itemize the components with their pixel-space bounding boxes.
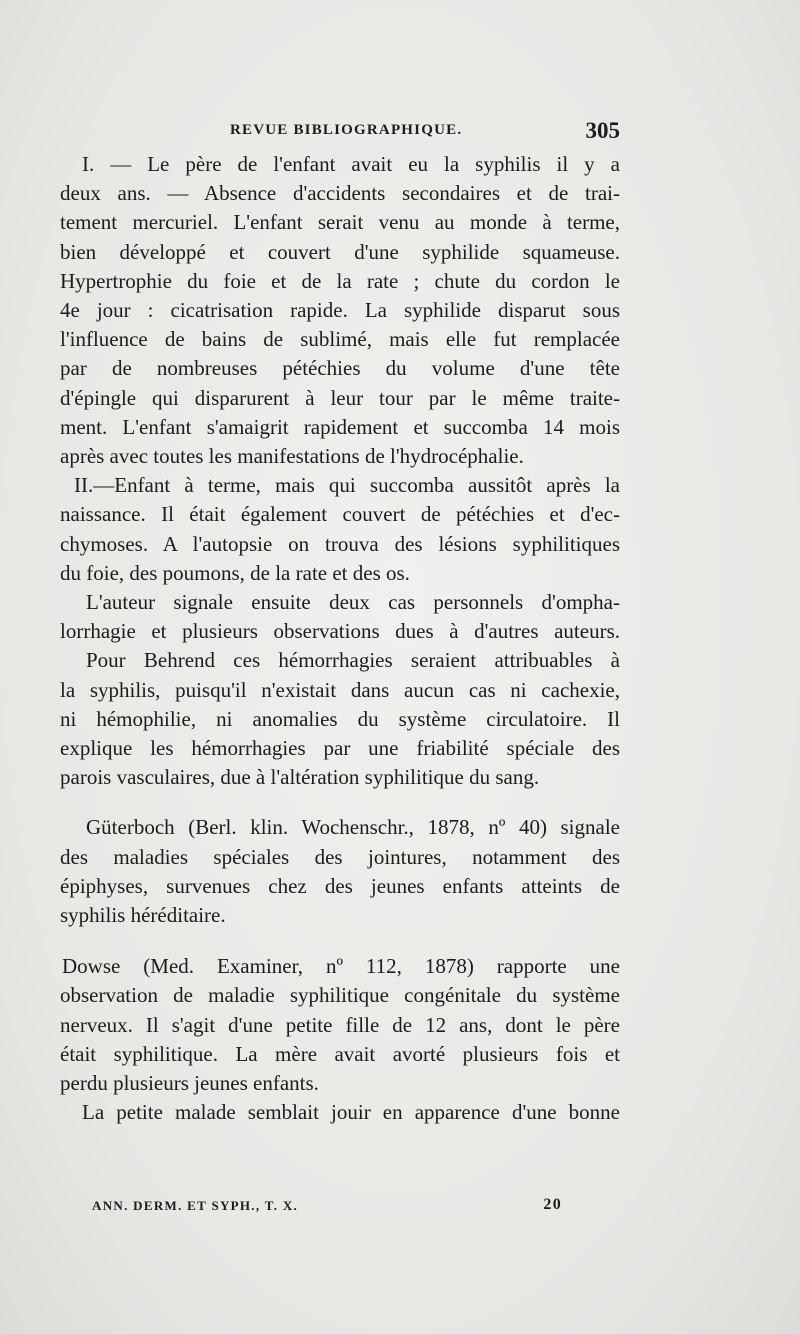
text-line: des maladies spéciales des jointures, notamment des — [60, 844, 620, 869]
paragraph-author-cases — [60, 588, 620, 646]
text-line: L'auteur signale ensuite deux cas personnels d'ompha- — [86, 590, 620, 615]
text-line: deux ans. — Absence d'accidents secondaires et de trai- — [60, 181, 620, 206]
text-line: d'épingle qui disparurent à leur tour par le même traite- — [60, 385, 620, 410]
text-line: l'influence de bains de sublimé, mais elle fut remplacée — [60, 327, 620, 352]
text-line: la syphilis, puisqu'il n'existait dans aucun cas ni cachexie, — [60, 677, 620, 702]
text-line: Pour Behrend ces hémorrhagies seraient attribuables à — [86, 648, 620, 673]
text-line: I. — Le père de l'enfant avait eu la syphilis il y a — [82, 152, 620, 176]
paragraph-guterboch — [60, 813, 620, 930]
text-line: explique les hémorrhagies par une friabilité spéciale des — [60, 736, 620, 761]
paragraph-petite-malade — [60, 1098, 620, 1127]
text-line: parois vasculaires, due à l'altération syphilitique du sang. — [60, 765, 540, 790]
running-header — [230, 118, 620, 148]
text-line: naissance. Il était également couvert de pétéchies et d'ec- — [60, 502, 620, 527]
text-line: syphilis héréditaire. — [60, 903, 226, 928]
text-line: La petite malade semblait jouir en apparence d'une bonne — [82, 1100, 620, 1125]
page-footer — [92, 1196, 562, 1220]
text-line: perdu plusieurs jeunes enfants. — [60, 1071, 319, 1096]
text-line: ment. L'enfant s'amaigrit rapidement et succomba 14 mois — [60, 414, 620, 439]
text-line: par de nombreuses pétéchies du volume d'une tête — [60, 356, 620, 381]
text-line: Hypertrophie du foie et de la rate ; chute du cordon le — [60, 268, 620, 293]
text-line: ni hémophilie, ni anomalies du système circulatoire. Il — [60, 706, 620, 731]
sheet-number: 20 — [543, 1196, 562, 1213]
text-line: était syphilitique. La mère avait avorté plusieurs fois et — [60, 1041, 620, 1066]
signature-mark: ANN. DERM. ET SYPH., T. X. — [92, 1198, 299, 1213]
body-text — [60, 150, 620, 1128]
running-title: REVUE BIBLIOGRAPHIQUE. — [230, 122, 463, 138]
paragraph-dowse — [60, 952, 620, 1098]
text-line: lorrhagie et plusieurs observations dues à d'autres auteurs. — [60, 619, 620, 644]
text-line: II.—Enfant à terme, mais qui succomba aussitôt après la — [74, 473, 620, 498]
paragraph-behrend — [60, 646, 620, 792]
text-line: bien développé et couvert d'une syphilide squameuse. — [60, 239, 620, 264]
text-line: tement mercuriel. L'enfant serait venu au monde à terme, — [60, 210, 620, 235]
page-number: 305 — [585, 118, 620, 143]
text-line: chymoses. A l'autopsie on trouva des lésions syphilitiques — [60, 531, 620, 556]
text-line: observation de maladie syphilitique congénitale du système — [60, 983, 620, 1008]
text-line: Dowse (Med. Examiner, nº 112, 1878) rapporte une — [62, 954, 620, 979]
text-line: nerveux. Il s'agit d'une petite fille de 12 ans, dont le père — [60, 1012, 620, 1037]
text-line: du foie, des poumons, de la rate et des os. — [60, 560, 410, 585]
paragraph-case-two — [60, 471, 620, 588]
text-line: après avec toutes les manifestations de l'hydrocéphalie. — [60, 444, 524, 469]
paragraph-case-one — [60, 150, 620, 471]
text-line: Güterboch (Berl. klin. Wochenschr., 1878, nº 40) signale — [86, 815, 620, 840]
text-line: épiphyses, survenues chez des jeunes enfants atteints de — [60, 873, 620, 898]
text-line: 4e jour : cicatrisation rapide. La syphilide disparut sous — [60, 298, 620, 323]
